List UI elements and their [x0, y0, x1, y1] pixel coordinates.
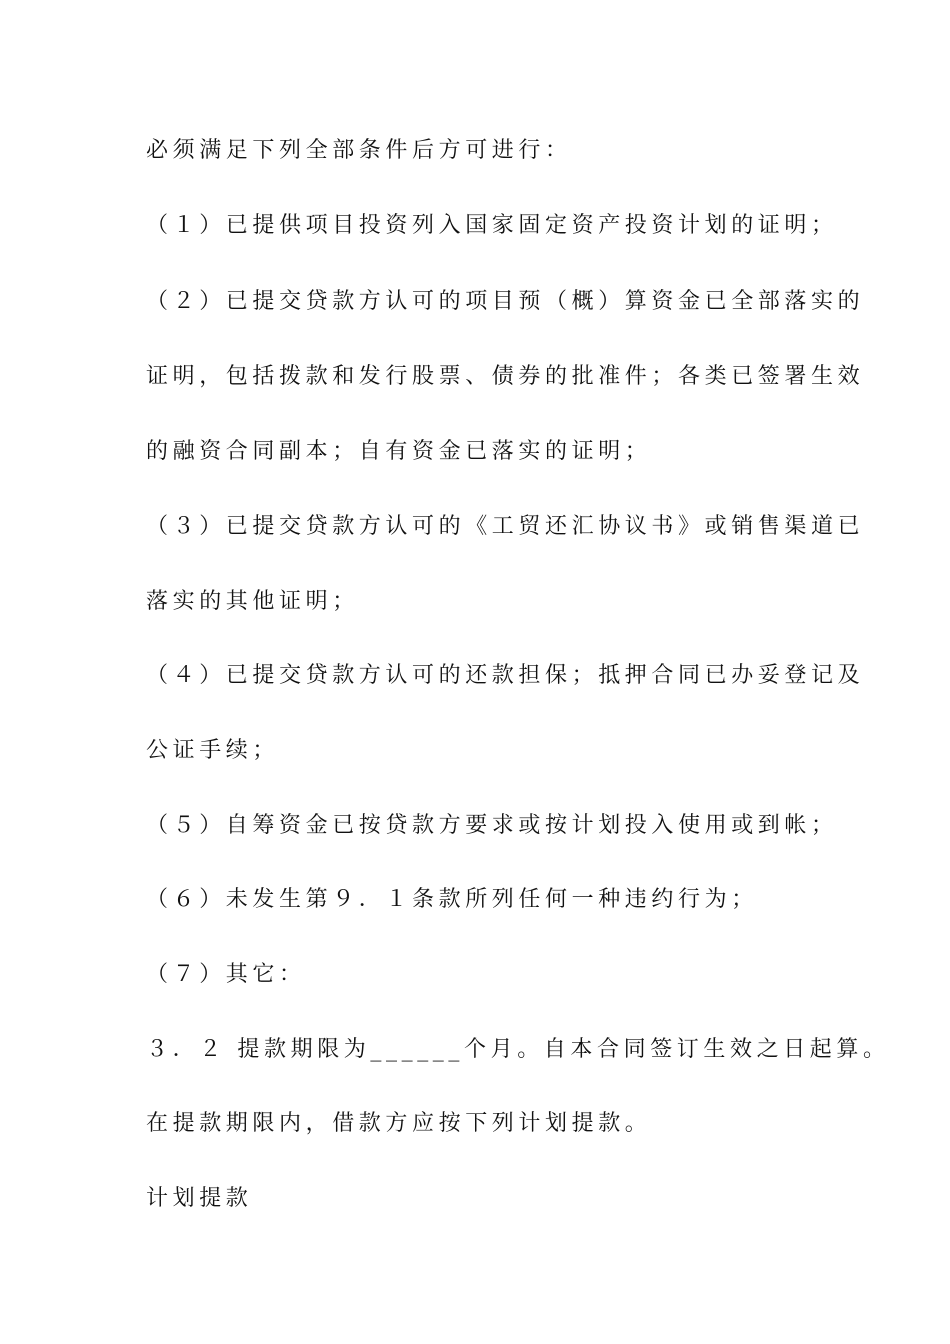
paragraph-condition-2-line-3: 的融资合同副本；自有资金已落实的证明；: [146, 439, 652, 464]
paragraph-condition-3-line-1: （３）已提交贷款方认可的《工贸还汇协议书》或销售渠道已: [146, 514, 865, 539]
paragraph-condition-1: （１）已提供项目投资列入国家固定资产投资计划的证明；: [146, 213, 838, 238]
paragraph-conditions-intro: 必须满足下列全部条件后方可进行：: [146, 138, 572, 163]
paragraph-plan-heading: 计划提款: [146, 1186, 253, 1211]
paragraph-condition-2-line-1: （２）已提交贷款方认可的项目预（概）算资金已全部落实的: [146, 289, 865, 314]
paragraph-clause-3-2-line-1: ３．２ 提款期限为______个月。自本合同签订生效之日起算。: [146, 1037, 890, 1062]
paragraph-condition-4-line-2: 公证手续；: [146, 738, 280, 763]
paragraph-clause-3-2-line-2: 在提款期限内，借款方应按下列计划提款。: [146, 1111, 652, 1136]
paragraph-condition-7: （７）其它：: [146, 962, 306, 987]
paragraph-condition-6: （６）未发生第９．１条款所列任何一种违约行为；: [146, 887, 758, 912]
paragraph-condition-5: （５）自筹资金已按贷款方要求或按计划投入使用或到帐；: [146, 813, 838, 838]
paragraph-condition-4-line-1: （４）已提交贷款方认可的还款担保；抵押合同已办妥登记及: [146, 663, 865, 688]
paragraph-condition-2-line-2: 证明，包括拨款和发行股票、债券的批准件；各类已签署生效: [146, 364, 865, 389]
paragraph-condition-3-line-2: 落实的其他证明；: [146, 589, 359, 614]
